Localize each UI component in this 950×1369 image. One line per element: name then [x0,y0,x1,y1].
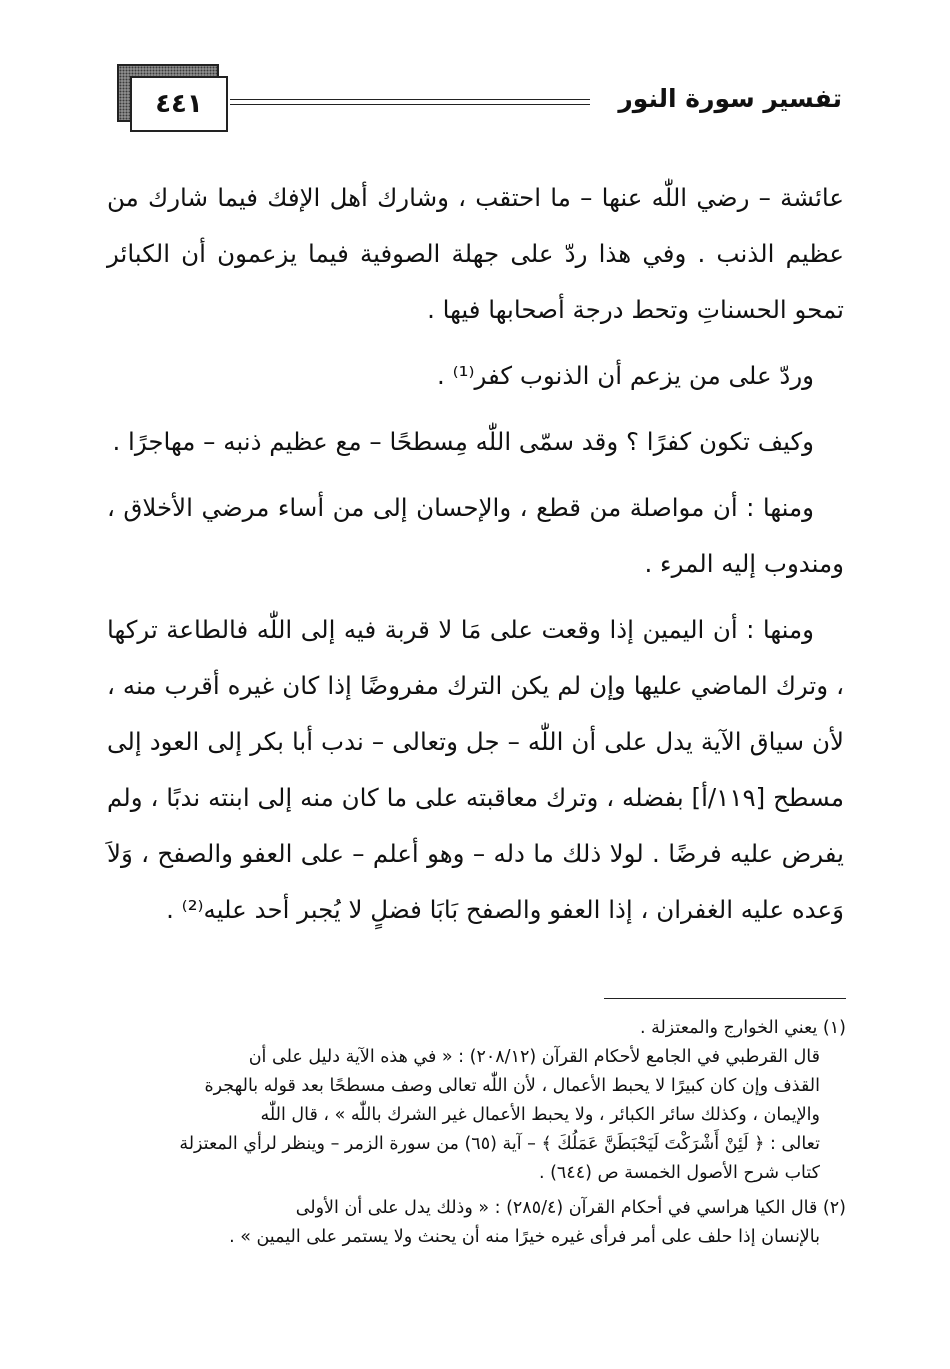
footnote-line: (٢) قال الكيا هراسي في أحكام القرآن (٢٨٥/٤) : « وذلك يدل على أن الأولى [295,1198,846,1218]
page-number: ٤٤١ [130,76,228,132]
footnote-line: قال القرطبي في الجامع لأحكام القرآن (٢٠٨/١٢) : « في هذه الآية دليل على أن [248,1047,820,1067]
paragraph: وكيف تكون كفرًا ؟ وقد سمّى اللّٰه مِسطحًا – مع عظيم ذنبه – مهاجرًا . [112,427,814,456]
header-rule-second [230,104,590,105]
page-header [0,0,950,150]
footnote-separator [604,998,846,999]
footnote-line: تعالى : ﴿ لَئِنْ أَشْرَكْتَ لَيَحْبَطَنَّ عَمَلُكَ ﴾ – آية (٦٥) من سورة الزمر – وينظر لرأي المعتزلة [179,1134,820,1154]
header-rule [230,99,590,100]
footnote-line: كتاب شرح الأصول الخمسة ص (٦٤٤) . [538,1163,820,1183]
running-title: تفسير سورة النور [618,84,842,113]
paragraph: ومنها : أن مواصلة من قطع ، والإحسان إلى من أساء مرضي الأخلاق ، ومندوب إليه المرء . [107,493,844,578]
paragraph: ومنها : أن اليمين إذا وقعت على مَا لا قربة فيه إلى اللّٰه فالطاعة تركها ، وترك الماضي عليها وإن لم يكن الترك مفروضًا إذا كان غيره أقرب منه ، لأن سياق الآية يدل على أن اللّٰه – جل وتعالى – ندب أبا بكر إلى العود إلى مسطح [١١٩/أ] بفضله ، وترك معاقبته على ما كان منه إلى ابنته ندبًا ، ولم يفرض عليه فرضًا . لولا ذلك ما دله – وهو أعلم – على العفو والصفح ، وَلاَ وَعده عليه الغفران ، إذا العفو والصفح بَابَا فضلٍ لا يُجبر أحد عليه⁽²⁾ . [107,615,844,924]
paragraph: وردّ على من يزعم أن الذنوب كفر⁽¹⁾ . [437,361,814,390]
footnote-line: بالإنسان إذا حلف على أمر فرأى غيره خيرًا منه أن يحنث ولا يستمر على اليمين » . [229,1227,820,1247]
footnotes [108,1014,846,1252]
footnote-line: القذف وإن كان كبيرًا لا يحبط الأعمال ، لأن اللّٰه تعالى وصف مسطحًا بعد قوله بالهجرة [204,1076,820,1096]
paragraph: عائشة – رضي اللّٰه عنها – ما احتقب ، وشارك أهل الإفك فيما شارك من عظيم الذنب . وفي هذا ردّ على جهلة الصوفية فيما يزعمون أن الكبائر تمحو الحسناتِ وتحط درجة أصحابها فيها . [107,183,844,324]
main-text [107,170,844,938]
footnote-line: والإيمان ، وكذلك سائر الكبائر ، ولا يحبط الأعمال غير الشرك باللّٰه » ، قال اللّٰه [260,1105,820,1125]
footnote-line: (١) يعني الخوارج والمعتزلة . [639,1018,846,1038]
